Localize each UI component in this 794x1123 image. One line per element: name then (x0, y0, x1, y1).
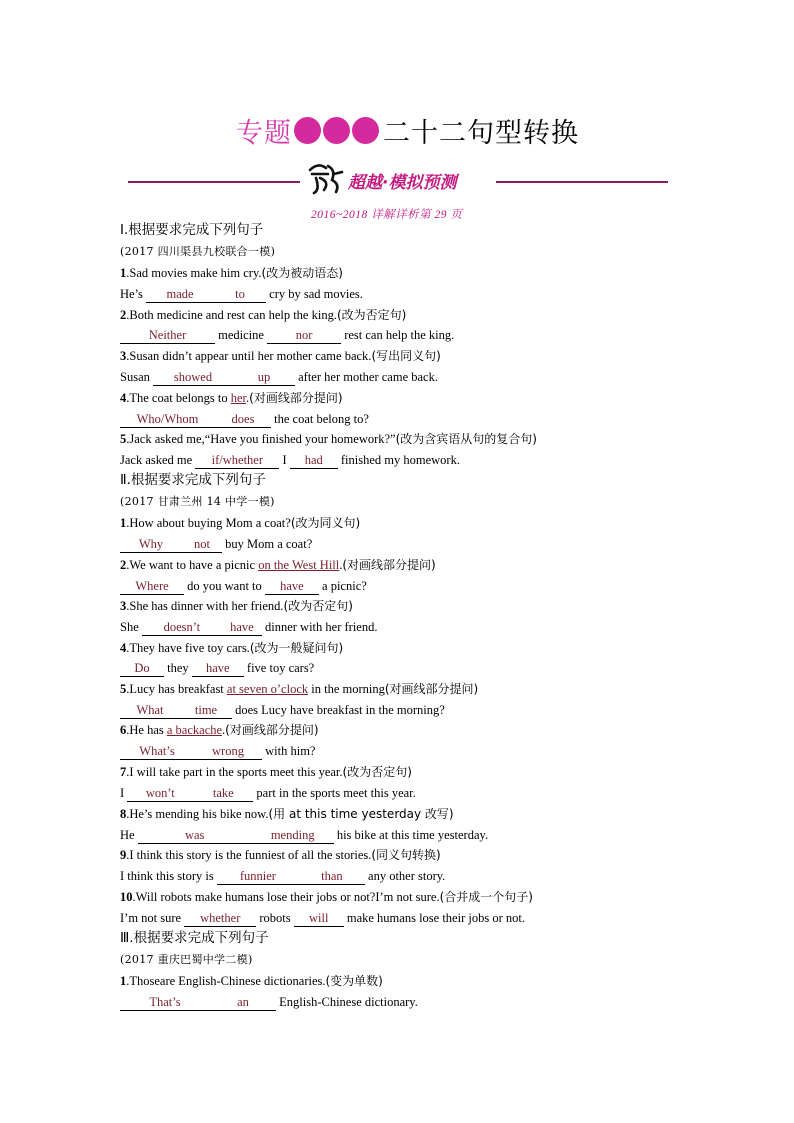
question-line: 5.Jack asked me,“Have you finished your homework?”(改为含宾语从句的复合句) (120, 432, 537, 446)
answer-blank[interactable]: take (193, 786, 253, 802)
answer-blank[interactable]: was (138, 828, 252, 844)
title-text: 二十二句型转换 (383, 117, 579, 149)
answer-blank[interactable]: That’s (120, 995, 210, 1011)
banner-rule-right (496, 181, 668, 183)
answer-blank[interactable]: whether (184, 911, 256, 927)
answer-blank[interactable]: up (233, 370, 295, 386)
section-banner (128, 166, 668, 198)
section-heading: Ⅱ.根据要求完成下列句子 (120, 472, 266, 488)
answer-blank[interactable]: What’s (120, 744, 194, 760)
answer-blank[interactable]: What (120, 703, 180, 719)
answer-blank[interactable]: have (192, 661, 244, 677)
answer-blank[interactable]: funnier (217, 869, 299, 885)
answer-line: I’m not sure whether robots will make humans lose their jobs or not. (120, 911, 525, 925)
section-source: (2017 甘肃兰州 14 中学一模) (120, 495, 275, 508)
question-line: 1.Sad movies make him cry.(改为被动语态) (120, 266, 343, 280)
question-line: 4.They have five toy cars.(改为一般疑问句) (120, 641, 344, 655)
answer-line: Who/Whom does the coat belong to? (120, 411, 369, 428)
answer-line: That’s an English-Chinese dictionary. (120, 994, 418, 1011)
answer-line: I won’t take part in the sports meet this year. (120, 786, 416, 800)
title-dots (294, 117, 379, 144)
question-line: 9.I think this story is the funniest of all the stories.(同义句转换) (120, 848, 441, 862)
dot-icon (294, 117, 321, 144)
section-heading: Ⅲ.根据要求完成下列句子 (120, 930, 269, 946)
question-line: 7.I will take part in the sports meet this year.(改为否定句) (120, 765, 412, 779)
answer-blank[interactable]: an (210, 995, 276, 1011)
question-line: 2.We want to have a picnic on the West Hill.(对画线部分提问) (120, 558, 436, 572)
answer-blank[interactable]: Why (120, 537, 182, 553)
answer-line: Why not buy Mom a coat? (120, 536, 312, 553)
answer-blank[interactable]: Neither (120, 328, 215, 344)
answer-line: Jack asked me if/whether I had finished my homework. (120, 453, 460, 467)
section-heading: Ⅰ.根据要求完成下列句子 (120, 222, 264, 238)
answer-blank[interactable]: made (146, 287, 214, 303)
answer-blank[interactable]: Do (120, 661, 164, 677)
page-title (236, 110, 579, 150)
question-line: 5.Lucy has breakfast at seven o’clock in the morning(对画线部分提问) (120, 682, 479, 696)
answer-line: Where do you want to have a picnic? (120, 578, 367, 595)
calligraphy-logo-icon (306, 160, 346, 196)
answer-blank[interactable]: doesn’t (142, 620, 222, 636)
answer-line: She doesn’t have dinner with her friend. (120, 620, 378, 634)
answer-blank[interactable]: wrong (194, 744, 262, 760)
answer-blank[interactable]: not (182, 537, 222, 553)
answer-blank[interactable]: if/whether (195, 453, 279, 469)
answer-line: I think this story is funnier than any other story. (120, 869, 446, 883)
answer-blank[interactable]: won’t (127, 786, 193, 802)
question-line: 4.The coat belongs to her.(对画线部分提问) (120, 391, 343, 405)
question-line: 6.He has a backache.(对画线部分提问) (120, 723, 319, 737)
answer-line: Do they have five toy cars? (120, 660, 314, 677)
question-line: 2.Both medicine and rest can help the king.(改为否定句) (120, 308, 407, 322)
answer-blank[interactable]: does (215, 412, 271, 428)
answer-blank[interactable]: to (214, 287, 266, 303)
answer-line: He’s made to cry by sad movies. (120, 287, 363, 301)
answer-blank[interactable]: mending (252, 828, 334, 844)
answer-blank[interactable]: Who/Whom (120, 412, 215, 428)
answer-line: Susan showed up after her mother came back. (120, 370, 438, 384)
page-reference: 2016~2018 详解详析第 29 页 (311, 209, 463, 221)
banner-rule-left (128, 181, 300, 183)
answer-line: He was mending his bike at this time yesterday. (120, 828, 489, 842)
question-line: 8.He’s mending his bike now.(用 at this time yesterday 改写) (120, 807, 454, 821)
answer-blank[interactable]: will (294, 911, 344, 927)
answer-blank[interactable]: have (265, 579, 319, 595)
title-prefix: 专题 (236, 117, 292, 149)
answer-blank[interactable]: showed (153, 370, 233, 386)
answer-line: What’s wrong with him? (120, 743, 315, 760)
banner-text: 超越·模拟预测 (348, 173, 457, 193)
question-line: 3.Susan didn’t appear until her mother came back.(写出同义句) (120, 349, 441, 363)
answer-blank[interactable]: Where (120, 579, 184, 595)
section-source: (2017 四川渠县九校联合一模) (120, 245, 276, 258)
answer-line: Neither medicine nor rest can help the king. (120, 327, 454, 344)
answer-blank[interactable]: nor (267, 328, 341, 344)
dot-icon (352, 117, 379, 144)
question-line: 1.How about buying Mom a coat?(改为同义句) (120, 516, 361, 530)
answer-blank[interactable]: time (180, 703, 232, 719)
answer-blank[interactable]: have (222, 620, 262, 636)
answer-blank[interactable]: had (290, 453, 338, 469)
dot-icon (323, 117, 350, 144)
question-line: 10.Will robots make humans lose their jobs or not?I’m not sure.(合并成一个句子) (120, 890, 533, 904)
question-line: 1.Thoseare English-Chinese dictionaries.(变为单数) (120, 974, 383, 988)
answer-blank[interactable]: than (299, 869, 365, 885)
question-line: 3.She has dinner with her friend.(改为否定句) (120, 599, 353, 613)
section-source: (2017 重庆巴蜀中学二模) (120, 953, 253, 966)
answer-line: What time does Lucy have breakfast in the morning? (120, 702, 445, 719)
